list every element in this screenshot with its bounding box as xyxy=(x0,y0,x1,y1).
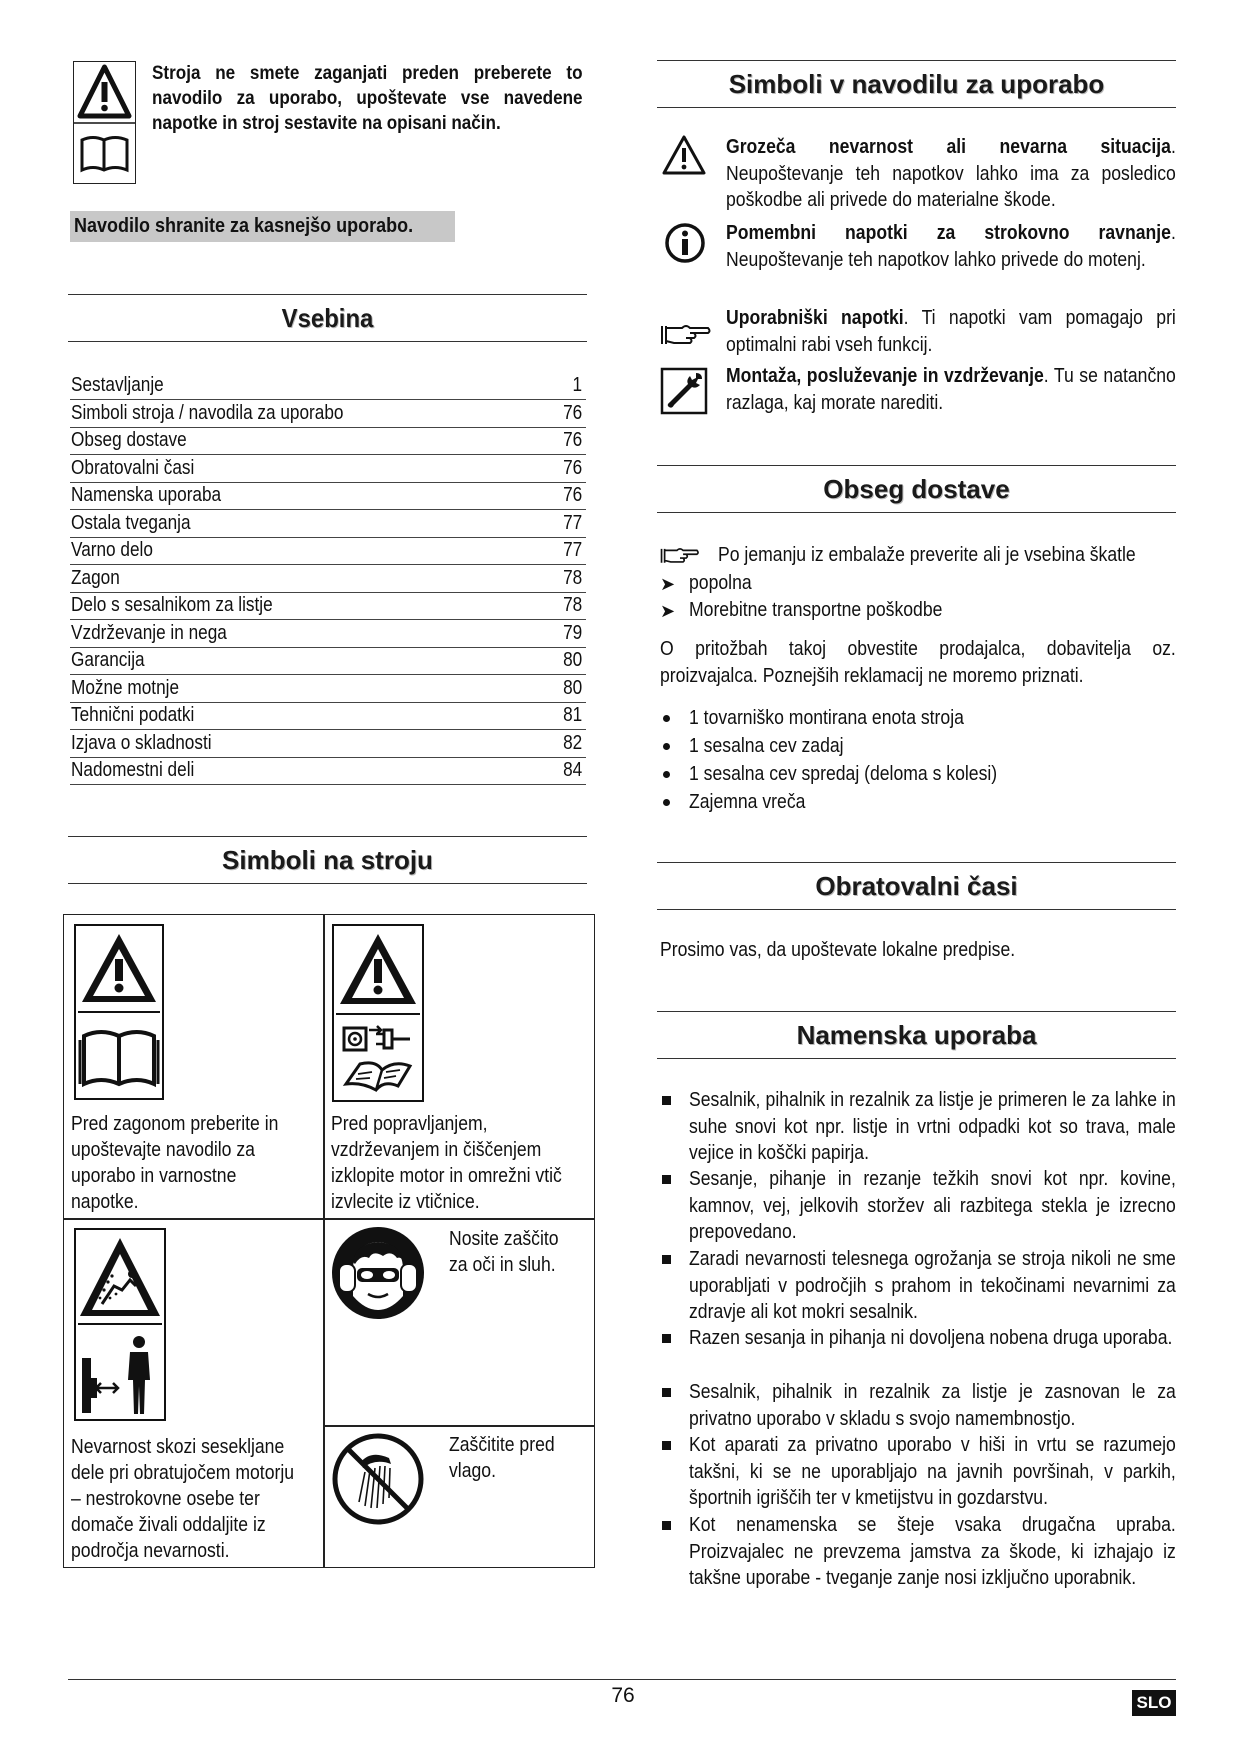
intended-use-item-text: Razen sesanja in pihanja ni dovoljena nobena druga uporaba. xyxy=(689,1327,1173,1349)
toc-label: Namenska uporaba xyxy=(71,484,222,506)
toc-label: Obseg dostave xyxy=(71,429,187,451)
square-bullet-icon xyxy=(662,1255,671,1264)
toc-page: 76 xyxy=(562,484,582,506)
delivery-title: Obseg dostave xyxy=(823,474,1010,504)
delivery-item: 1 sesalna cev spredaj (deloma s kolesi) xyxy=(689,763,998,785)
hand-pointer-icon xyxy=(660,544,700,566)
toc-label: Ostala tveganja xyxy=(71,511,191,534)
toc-row[interactable] xyxy=(70,592,586,620)
manual-symbols-top-rule xyxy=(657,60,1176,61)
square-bullet-icon xyxy=(662,1441,671,1450)
intro-warning-text: Stroja ne smete zaganjati preden preberete to navodilo za uporabo, upoštevate vse navedene napotke in stroj sestavite na opisani način. xyxy=(152,63,583,134)
warning-read-manual-icon xyxy=(74,924,164,1100)
intended-use-item xyxy=(689,1379,1176,1432)
symbol-text-read-manual: Pred zagonom preberite in upoštevajte navodilo za uporabo in varnostne napotke. xyxy=(71,1113,279,1213)
toc-label: Varno delo xyxy=(71,539,153,561)
toc-page: 79 xyxy=(562,621,582,644)
warning-read-manual-icon xyxy=(74,62,135,183)
intended-top-rule xyxy=(657,1011,1176,1012)
manual-symbol-info-text xyxy=(726,220,1176,273)
manual-symbol-hand-bold: Uporabniški napotki xyxy=(726,307,904,329)
square-bullet-icon xyxy=(662,1096,671,1105)
square-bullet-icon xyxy=(662,1388,671,1397)
intended-title: Namenska uporaba xyxy=(796,1020,1037,1050)
intended-use-item-text: Zaradi nevarnosti telesnega ogrožanja se stroja nikoli ne sme uporabljati v področjih s prahom in tekočinami nevarnimi za zdravje ali kot mokri sesalnik. xyxy=(689,1248,1176,1323)
toc-row[interactable] xyxy=(70,400,586,428)
toc-title: Vsebina xyxy=(281,303,374,333)
intended-use-item xyxy=(689,1166,1176,1246)
toc-row[interactable] xyxy=(70,730,586,758)
toc-row[interactable] xyxy=(70,647,586,675)
toc-page: 78 xyxy=(562,594,582,616)
manual-symbol-warning-desc: . Neupoštevanje teh napotkov lahko ima za posledico poškodbe ali privede do materialne škode. xyxy=(726,136,1176,211)
delivery-check-1: popolna xyxy=(689,572,752,594)
wrench-icon xyxy=(660,367,708,415)
machine-symbols-title: Simboli na stroju xyxy=(222,845,433,875)
toc-row[interactable] xyxy=(70,702,586,730)
intended-use-item xyxy=(689,1432,1176,1512)
square-bullet-icon xyxy=(662,1175,671,1184)
intended-use-item-text: Sesalnik, pihalnik in rezalnik za listje je zasnovan le za privatno uporabo v skladu s svojo namembnostjo. xyxy=(689,1381,1176,1430)
manual-symbol-hand-text xyxy=(726,305,1176,358)
toc-page: 78 xyxy=(562,566,582,589)
toc-label: Garancija xyxy=(71,649,145,671)
symbol-text-debris: Nevarnost skozi sesekljane dele pri obratujočem motorju – nestrokovne osebe ter domače živali oddaljite iz področja nevarnosti. xyxy=(71,1436,295,1562)
manual-symbols-bottom-rule xyxy=(657,107,1176,108)
delivery-check-note: Po jemanju iz embalaže preverite ali je vsebina škatle xyxy=(718,544,1136,566)
operating-text: Prosimo vas, da upoštevate lokalne predpise. xyxy=(660,939,1016,961)
footer-rule xyxy=(68,1679,1176,1680)
delivery-item: 1 tovarniško montirana enota stroja xyxy=(689,707,964,729)
flying-debris-distance-icon xyxy=(74,1228,166,1421)
toc-label: Vzdrževanje in nega xyxy=(71,621,227,644)
toc-row[interactable] xyxy=(70,565,586,593)
delivery-complaint: O pritožbah takoj obvestite prodajalca, dobavitelja oz. proizvajalca. Poznejših reklamacij ne moremo priznati. xyxy=(660,638,1176,687)
bullet-icon xyxy=(663,715,670,722)
intended-use-item-text: Kot nenamenska se šteje vsaka drugačna upraba. Proizvajalec ne prevzema jamstva za škode, ki izhajajo iz takšne uporabe - tveganje zanje nosi izključno uporabnik. xyxy=(689,1514,1176,1589)
intro-symbol-box xyxy=(73,61,136,184)
intended-use-item xyxy=(689,1087,1176,1167)
operating-top-rule xyxy=(657,862,1176,863)
bullet-icon xyxy=(663,771,670,778)
toc-label: Možne motnje xyxy=(71,676,180,699)
manual-symbol-warning-bold: Grozeča nevarnost ali nevarna situacija xyxy=(726,136,1171,158)
hand-pointer-icon xyxy=(660,320,712,348)
operating-bottom-rule xyxy=(657,909,1176,910)
toc-page: 77 xyxy=(562,539,582,561)
delivery-item: 1 sesalna cev zadaj xyxy=(689,735,844,757)
manual-symbol-hand-desc: . Ti napotki vam pomagajo pri optimalni rabi vseh funkcij. xyxy=(726,307,1176,356)
toc-label: Izjava o skladnosti xyxy=(71,731,212,754)
intended-use-item-text: Sesalnik, pihalnik in rezalnik za listje je primeren le za lahke in suhe snovi kot npr. listje in vrtni odpadki kot so trava, male vejice in koščki papirja. xyxy=(689,1089,1176,1164)
symbol-text-protection: Nosite zaščito za oči in sluh. xyxy=(449,1228,559,1276)
toc-label: Tehnični podatki xyxy=(71,704,195,726)
toc-row[interactable] xyxy=(70,537,586,565)
bullet-icon xyxy=(663,743,670,750)
toc-label: Nadomestni deli xyxy=(71,759,195,781)
toc-row[interactable] xyxy=(70,675,586,703)
toc-page: 84 xyxy=(562,759,582,781)
manual-symbols-title: Simboli v navodilu za uporabo xyxy=(728,69,1105,99)
toc-label: Delo s sesalnikom za listje xyxy=(71,594,273,616)
toc-page: 80 xyxy=(562,649,582,671)
info-icon xyxy=(664,222,706,264)
intended-use-item-text: Sesanje, pihanje in rezanje težkih snovi kot npr. kovine, kamnov, vej, jelkovih storžev ali razbitega stekla je izrecno prepovedano. xyxy=(689,1168,1176,1243)
toc-label: Obratovalni časi xyxy=(71,456,195,479)
machine-symbols-bottom-rule xyxy=(68,883,587,884)
eye-ear-protection-icon xyxy=(331,1226,425,1320)
toc-page: 80 xyxy=(562,676,582,699)
delivery-item: Zajemna vreča xyxy=(689,791,806,813)
symbol-text-moisture: Zaščitite pred vlago. xyxy=(449,1434,555,1482)
intended-use-item xyxy=(689,1512,1176,1592)
arrow-icon: ➤ xyxy=(660,574,676,594)
toc-page: 82 xyxy=(562,731,582,754)
toc-page: 76 xyxy=(562,429,582,451)
warning-unplug-icon xyxy=(332,924,424,1102)
toc-bottom-rule xyxy=(68,341,587,342)
toc-row[interactable] xyxy=(70,427,586,455)
page-number: 76 xyxy=(611,1684,635,1707)
toc-page: 77 xyxy=(562,511,582,534)
square-bullet-icon xyxy=(662,1334,671,1343)
toc-row[interactable] xyxy=(70,455,586,483)
toc-label: Simboli stroja / navodila za uporabo xyxy=(71,401,344,424)
delivery-top-rule xyxy=(657,465,1176,466)
intended-use-item-text: Kot aparati za privatno uporabo v hiši in vrtu se razumejo takšni, ki se ne uporabljajo na javnih površinah, v parkih, športnih igriščih ter v kmetijstvu in gozdarstvu. xyxy=(689,1434,1176,1509)
toc-row[interactable] xyxy=(70,510,586,538)
delivery-bottom-rule xyxy=(657,512,1176,513)
delivery-check-2: Morebitne transportne poškodbe xyxy=(689,599,943,621)
toc-page: 1 xyxy=(572,374,582,396)
toc-label: Sestavljanje xyxy=(71,374,164,396)
language-badge: SLO xyxy=(1132,1690,1176,1716)
toc-page: 76 xyxy=(562,401,582,424)
toc-row[interactable] xyxy=(70,482,586,510)
arrow-icon: ➤ xyxy=(660,601,676,621)
intended-bottom-rule xyxy=(657,1058,1176,1059)
manual-symbol-wrench-desc: . Tu se natančno razlaga, kaj morate narediti. xyxy=(726,365,1176,414)
warning-icon xyxy=(661,134,707,176)
toc-label: Zagon xyxy=(71,566,120,589)
bullet-icon xyxy=(663,799,670,806)
toc-row[interactable] xyxy=(70,620,586,648)
toc-row[interactable] xyxy=(70,757,586,785)
operating-title: Obratovalni časi xyxy=(815,871,1018,901)
toc-top-rule xyxy=(68,294,587,295)
no-rain-icon xyxy=(331,1432,425,1526)
manual-symbol-warning-text xyxy=(726,134,1176,214)
keep-note: Navodilo shranite za kasnejšo uporabo. xyxy=(70,211,455,242)
manual-symbol-info-bold: Pomembni napotki za strokovno ravnanje xyxy=(726,222,1171,244)
manual-symbol-wrench-bold: Montaža, posluževanje in vzdrževanje xyxy=(726,365,1044,387)
toc-page: 81 xyxy=(562,704,582,726)
manual-symbol-info-desc: . Neupoštevanje teh napotkov lahko privede do motenj. xyxy=(726,222,1176,271)
symbol-text-unplug: Pred popravljanjem, vzdrževanjem in čiščenjem izklopite motor in omrežni vtič izvlecite iz vtičnice. xyxy=(331,1113,562,1213)
toc-page: 76 xyxy=(562,456,582,479)
intended-use-item xyxy=(689,1246,1176,1326)
machine-symbols-top-rule xyxy=(68,836,587,837)
toc-row[interactable] xyxy=(70,372,586,400)
manual-symbol-wrench-text xyxy=(726,363,1176,416)
square-bullet-icon xyxy=(662,1521,671,1530)
intended-use-item xyxy=(689,1325,1176,1352)
